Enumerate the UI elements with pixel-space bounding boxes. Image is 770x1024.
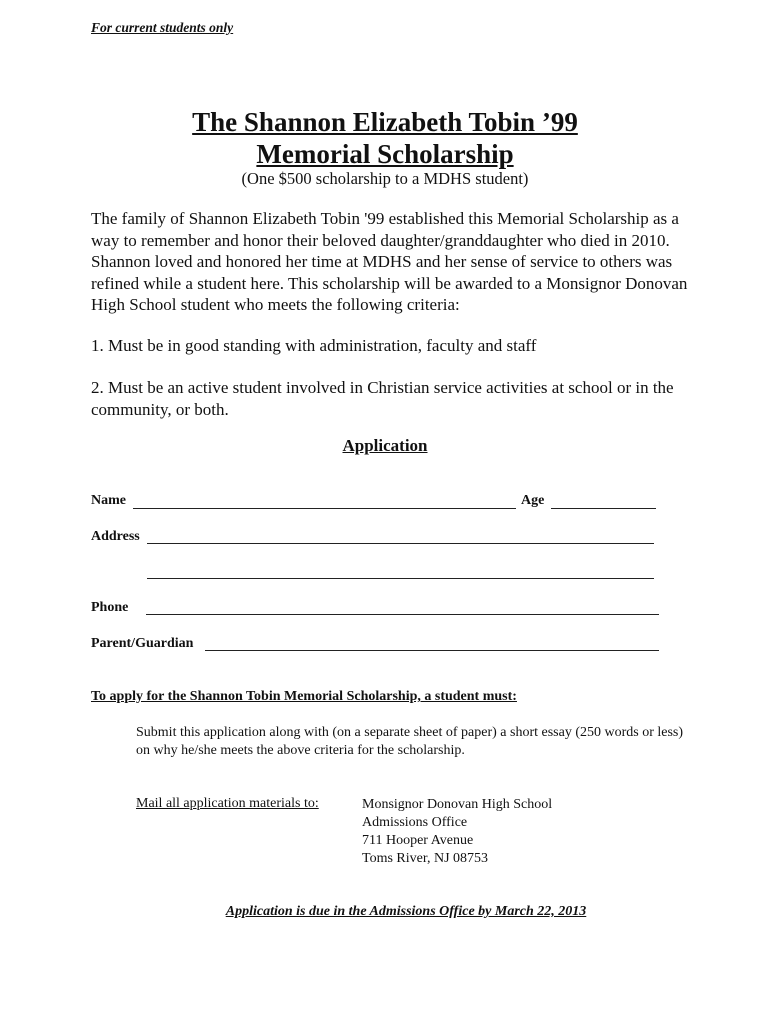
address-field-line1[interactable] xyxy=(147,543,654,544)
current-students-notice: For current students only xyxy=(91,20,234,35)
phone-field[interactable] xyxy=(146,614,659,615)
deadline-notice: Application is due in the Admissions Office by March 22, 2013 xyxy=(225,904,587,919)
scholarship-title-line1: The Shannon Elizabeth Tobin ’99 xyxy=(192,107,578,137)
scholarship-title-line2: Memorial Scholarship xyxy=(256,139,514,169)
address-line-office: Admissions Office xyxy=(362,815,468,830)
address-label: Address xyxy=(91,529,140,544)
address-line-city: Toms River, NJ 08753 xyxy=(362,851,489,866)
age-label: Age xyxy=(521,493,545,508)
address-field-line2[interactable] xyxy=(147,578,654,579)
mailing-address xyxy=(362,796,552,868)
name-field[interactable] xyxy=(133,508,516,509)
mail-label: Mail all application materials to: xyxy=(136,796,319,811)
parent-guardian-field[interactable] xyxy=(205,650,659,651)
criterion-1: 1. Must be in good standing with administration, faculty and staff xyxy=(91,336,537,355)
address-line-school: Monsignor Donovan High School xyxy=(362,797,553,812)
parent-guardian-label: Parent/Guardian xyxy=(91,636,194,651)
age-field[interactable] xyxy=(551,508,656,509)
application-heading: Application xyxy=(342,436,428,455)
scholarship-subtitle: (One $500 scholarship to a MDHS student) xyxy=(241,169,529,188)
intro-paragraph: The family of Shannon Elizabeth Tobin '99 established this Memorial Scholarship as a way to remember and honor their beloved daughter/granddaughter who died in 2010. Shannon loved and honored her time at MDHS and her sense of service to others was refined while a student here. This scholarship will be awarded to a Monsignor Donovan High School student who meets the following criteria: xyxy=(91,209,688,314)
requirements-heading: To apply for the Shannon Tobin Memorial Scholarship, a student must: xyxy=(91,689,517,704)
name-label: Name xyxy=(91,493,126,508)
phone-label: Phone xyxy=(91,600,129,615)
criterion-2: 2. Must be an active student involved in Christian service activities at school or in the community, or both. xyxy=(91,378,674,419)
submission-instructions: Submit this application along with (on a separate sheet of paper) a short essay (250 words or less) on why he/she meets the above criteria for the scholarship. xyxy=(136,725,684,758)
address-line-street: 711 Hooper Avenue xyxy=(362,833,474,848)
